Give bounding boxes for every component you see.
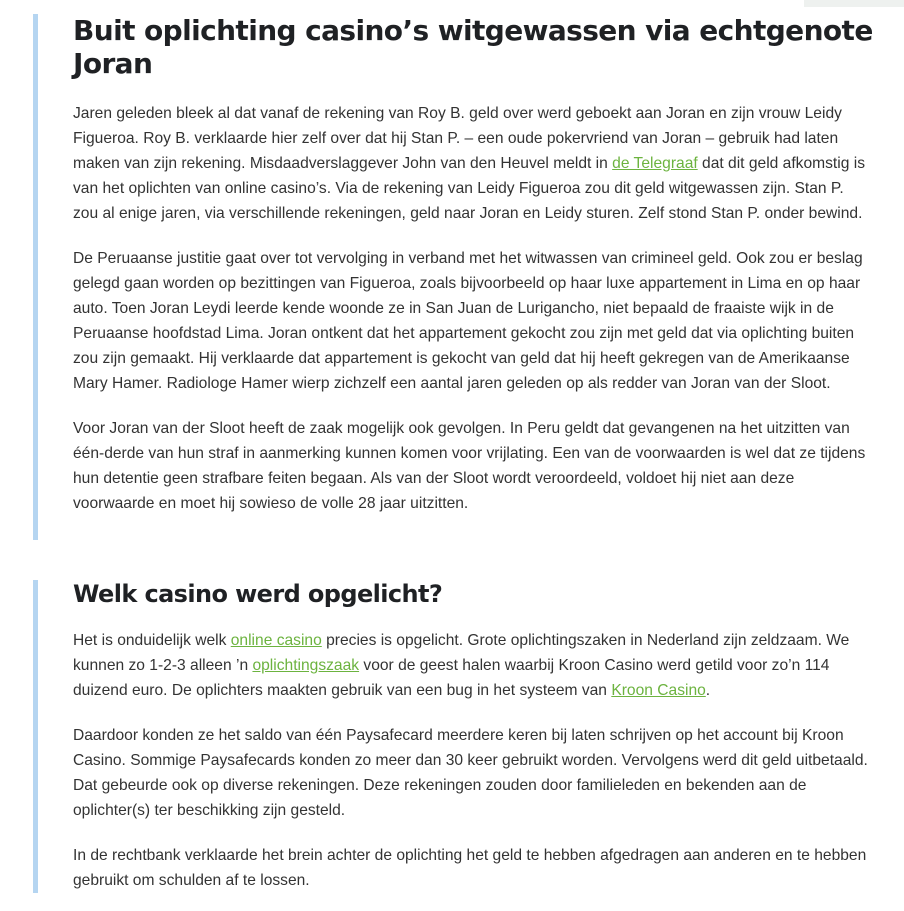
paragraph — [73, 628, 873, 703]
paragraph: In de rechtbank verklaarde het brein achter de oplichting het geld te hebben afgedragen aan anderen en te hebben gebruikt om schulden af te lossen. — [73, 847, 867, 889]
telegraaf-link[interactable]: de Telegraaf — [612, 155, 698, 172]
kroon-casino-link[interactable]: Kroon Casino — [611, 682, 706, 699]
paragraph: De Peruaanse justitie gaat over tot vervolging in verband met het witwassen van crimineel geld. Ook zou er beslag gelegd gaan worden op bezittingen van Figueroa, zoals bijvoorbeeld op haar luxe appartement in Lima en op haar auto. Toen Joran Leydi leerde kende woonde ze in San Juan de Lurigancho, niet bepaald de fraaiste wijk in de Peruaanse hoofdstad Lima. Joran ontkent dat het appartement gekocht zou zijn met geld dat via oplichting buiten zou zijn gemaakt. Hij verklaarde dat appartement is gekocht van geld dat hij heeft gekregen van de Amerikaanse Mary Hamer. Radiologe Hamer wierp zichzelf een aantal jaren geleden op als redder van Joran van der Sloot. — [73, 250, 863, 392]
top-right-panel — [804, 0, 904, 7]
paragraph: Daardoor konden ze het saldo van één Paysafecard meerdere keren bij laten schrijven op het account bij Kroon Casino. Sommige Paysafecards konden zo meer dan 30 keer gebruikt worden. Vervolgens werd dit geld uitbetaald. Dat gebeurde ook op diverse rekeningen. Deze rekeningen zouden door familieleden en bekenden aan de oplichter(s) ter beschikking zijn gesteld. — [73, 727, 868, 819]
online-casino-link[interactable]: online casino — [230, 632, 322, 649]
oplichtingszaak-link[interactable]: oplichtingszaak — [252, 657, 360, 674]
section-heading: Welk casino werd opgelicht? — [73, 580, 443, 608]
article-section-laundering — [33, 14, 873, 540]
paragraph-text: Het is onduidelijk welk — [73, 632, 231, 649]
paragraph-text: dat dit geld afkomstig is van het oplichten van online casino’s. Via de rekening van Leidy Figueroa zou dit geld witgewassen zijn. Stan P. zou al enige jaren, via verschillende rekeningen, geld naar Joran en Leidy sturen. Zelf stond Stan P. onder bewind. — [73, 155, 865, 222]
paragraph: Voor Joran van der Sloot heeft de zaak mogelijk ook gevolgen. In Peru geldt dat gevangenen na het uitzitten van één-derde van hun straf in aanmerking kunnen komen voor vrijlating. Een van de voorwaarden is wel dat ze tijdens hun detentie geen strafbare feiten begaan. Als van der Sloot wordt veroordeeld, voldoet hij niet aan deze voorwaarde en moet hij sowieso de volle 28 jaar uitzitten. — [73, 420, 866, 512]
paragraph-text: Jaren geleden bleek al dat vanaf de rekening van Roy B. geld over werd geboekt aan Joran en zijn vrouw Leidy Figueroa. Roy B. verklaarde hier zelf over dat hij Stan P. – een oude pokervriend van Joran – gebruik had laten maken van zijn rekening. Misdaadverslaggever John van den Heuvel meldt in — [73, 105, 842, 172]
section-heading: Buit oplichting casino’s witgewassen via echtgenote Joran — [73, 14, 873, 80]
paragraph-text: . — [705, 682, 711, 699]
paragraph-text: precies is opgelicht. Grote oplichtingszaken in Nederland zijn zeldzaam. We kunnen zo 1-2-3 alleen ’n — [73, 632, 850, 674]
article-section-which-casino — [33, 580, 873, 893]
paragraph-text: voor de geest halen waarbij Kroon Casino werd getild voor zo’n 114 duizend euro. De oplichters maakten gebruik van een bug in het systeem van — [73, 657, 830, 699]
paragraph — [73, 101, 873, 226]
